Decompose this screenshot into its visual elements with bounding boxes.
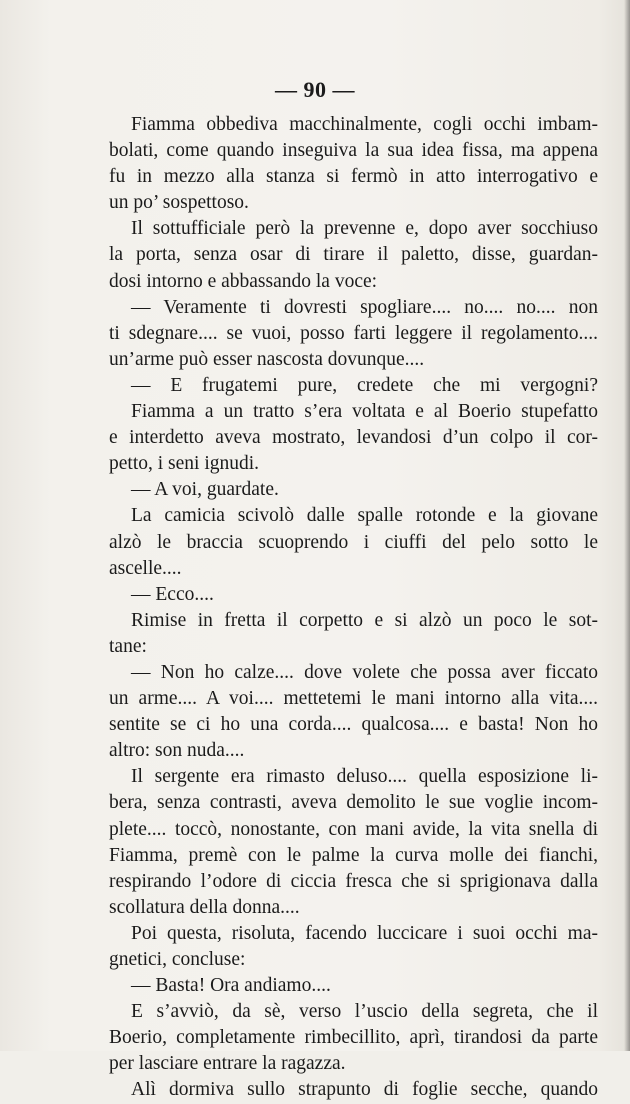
text-line: dosi intorno e abbassando la voce: xyxy=(109,270,378,292)
text-line: petto, i seni ignudi. xyxy=(109,453,260,475)
text-line: alzò le braccia scuoprendo i ciuffi del pelo sotto le xyxy=(109,531,598,553)
text-line: La camicia scivolò dalle spalle rotonde e la giovane xyxy=(131,505,598,527)
text-line: — Veramente ti dovresti spogliare.... no.... no.... non xyxy=(131,296,598,318)
text-line: bolati, come quando inseguiva la sua idea fissa, ma appena xyxy=(109,140,598,162)
text-line: plete.... toccò, nonostante, con mani avide, la vita snella di xyxy=(109,818,598,840)
text-line: ascelle.... xyxy=(109,557,182,579)
text-line: Fiamma obbediva macchinalmente, cogli occhi imbam- xyxy=(131,114,598,135)
text-line: — Ecco.... xyxy=(131,583,214,605)
text-line: — A voi, guardate. xyxy=(131,479,279,501)
text-line: Fiamma a un tratto s’era voltata e al Boerio stupefatto xyxy=(131,401,598,423)
text-line: Fiamma, premè con le palme la curva molle dei fianchi, xyxy=(109,844,598,866)
text-line: Rimise in fretta il corpetto e si alzò un poco le sot- xyxy=(131,609,598,631)
text-line: — Non ho calze.... dove volete che possa aver ficcato xyxy=(131,661,598,683)
text-line: — Basta! Ora andiamo.... xyxy=(131,975,331,997)
page-edge-shadow xyxy=(624,0,630,1051)
text-line: un po’ sospettoso. xyxy=(109,192,249,214)
text-line: bera, senza contrasti, aveva demolito le sue voglie incom- xyxy=(109,792,598,814)
text-line: un’arme può esser nascosta dovunque.... xyxy=(109,348,425,370)
text-line: altro: son nuda.... xyxy=(109,740,245,762)
text-line: un arme.... A voi.... mettetemi le mani intorno alla vita.... xyxy=(109,688,598,710)
text-line: e interdetto aveva mostrato, levandosi d’un colpo il cor- xyxy=(109,427,598,449)
text-line: Boerio, completamente rimbecillito, aprì, tirandosi da parte xyxy=(109,1027,598,1049)
text-line: ti sdegnare.... se vuoi, posso farti leggere il regolamento.... xyxy=(109,322,598,344)
text-line: scollatura della donna.... xyxy=(109,896,300,918)
text-line: Il sottufficiale però la prevenne e, dopo aver socchiuso xyxy=(131,218,598,240)
text-line: E s’avviò, da sè, verso l’uscio della segreta, che il xyxy=(131,1001,598,1023)
text-line: Alì dormiva sullo strapunto di foglie secche, quando xyxy=(131,1079,598,1101)
body-text xyxy=(109,112,598,1104)
text-line: Il sergente era rimasto deluso.... quella esposizione li- xyxy=(131,766,598,788)
text-line: la porta, senza osar di tirare il paletto, disse, guardan- xyxy=(109,244,598,266)
text-line: gnetici, concluse: xyxy=(109,949,246,970)
text-line: sentite se ci ho una corda.... qualcosa.... e basta! Non ho xyxy=(109,714,598,736)
text-line: tane: xyxy=(109,635,147,657)
text-line: respirando l’odore di ciccia fresca che si sprigionava dalla xyxy=(109,870,598,892)
text-line: per lasciare entrare la ragazza. xyxy=(109,1053,346,1075)
text-line: Poi questa, risoluta, facendo luccicare i suoi occhi ma- xyxy=(131,922,598,944)
text-line: — E frugatemi pure, credete che mi vergogni? xyxy=(131,374,598,396)
text-line: fu in mezzo alla stanza si fermò in atto interrogativo e xyxy=(109,166,598,188)
page-number: — 90 — xyxy=(275,77,355,102)
